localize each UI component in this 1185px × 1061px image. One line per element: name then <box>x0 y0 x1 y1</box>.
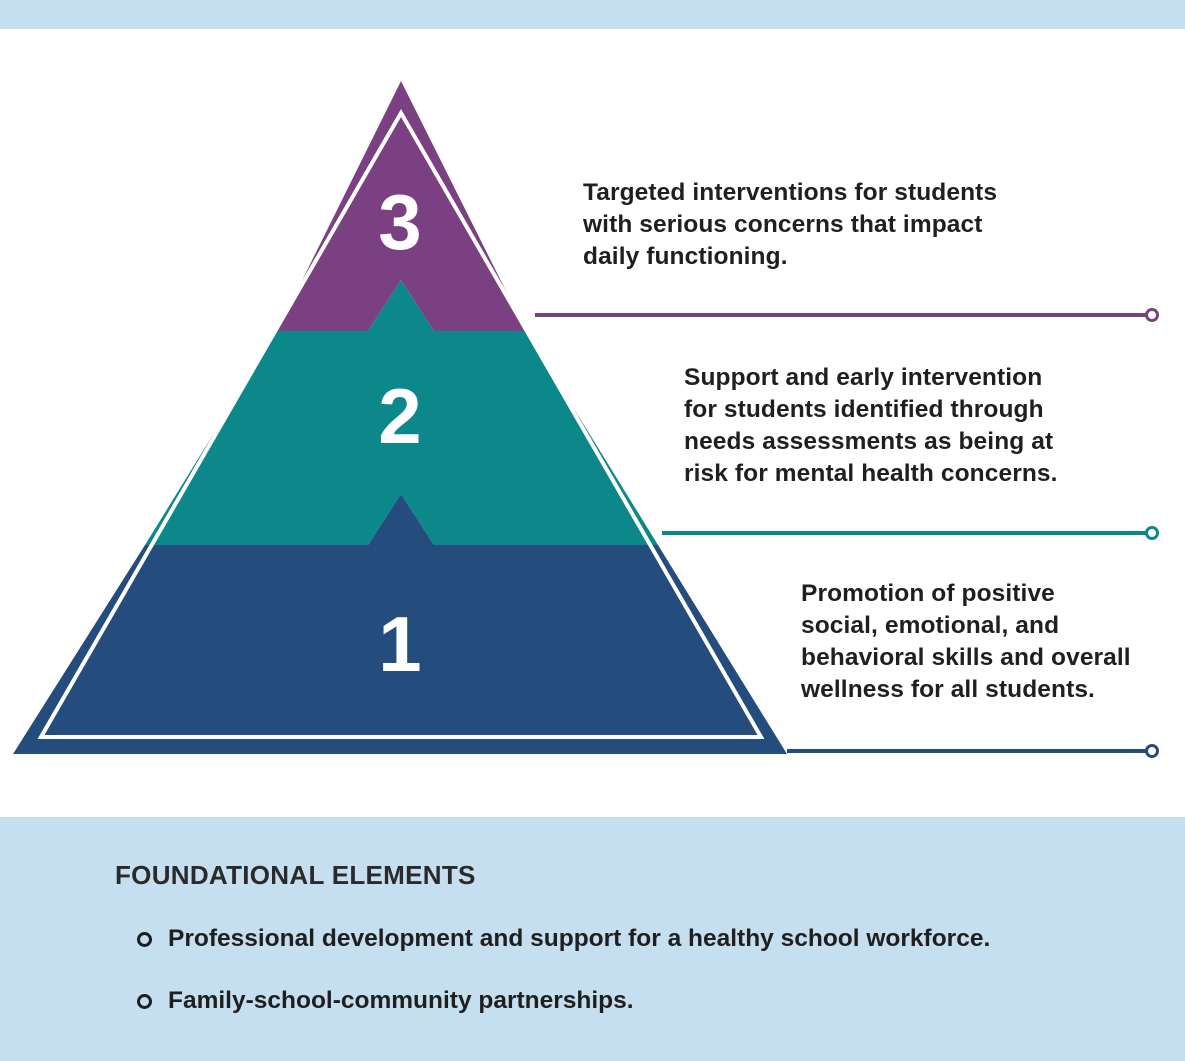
tier-2-number: 2 <box>378 372 422 460</box>
list-item-text: Professional development and support for a healthy school workforce. <box>168 925 991 952</box>
tier-2-description-line: needs assessments as being at <box>684 428 1054 455</box>
tier-2-leader-endpoint <box>1147 528 1158 539</box>
ring-bullet-icon <box>137 932 152 947</box>
tier-1-description-line: wellness for all students. <box>801 676 1095 703</box>
tier-3-number: 3 <box>378 178 422 266</box>
tier-1-leader-endpoint <box>1147 746 1158 757</box>
tier-3-description-line: daily functioning. <box>583 243 788 270</box>
tier-3-description <box>583 177 997 273</box>
ring-bullet-icon <box>137 994 152 1009</box>
tier-1-description-line: behavioral skills and overall <box>801 644 1131 671</box>
tier-2-description-line: risk for mental health concerns. <box>684 460 1058 487</box>
tier-1-number: 1 <box>378 600 422 688</box>
foundational-elements-panel <box>0 817 1185 1061</box>
foundational-elements-title: FOUNDATIONAL ELEMENTS <box>115 860 476 890</box>
tier-3-description-line: Targeted interventions for students <box>583 179 998 206</box>
list-item-text: Family-school-community partnerships. <box>168 987 634 1014</box>
tier-1-description-line: Promotion of positive <box>801 580 1055 607</box>
top-band <box>0 0 1185 29</box>
tier-1-description <box>801 578 1131 706</box>
tier-2-description <box>684 362 1058 490</box>
tier-3-leader-endpoint <box>1147 310 1158 321</box>
tiered-pyramid-diagram <box>0 29 1185 817</box>
tier-2-description-line: for students identified through <box>684 396 1044 423</box>
tier-2-description-line: Support and early intervention <box>684 364 1043 391</box>
tier-3-description-line: with serious concerns that impact <box>583 211 983 238</box>
tier-1-description-line: social, emotional, and <box>801 612 1060 639</box>
